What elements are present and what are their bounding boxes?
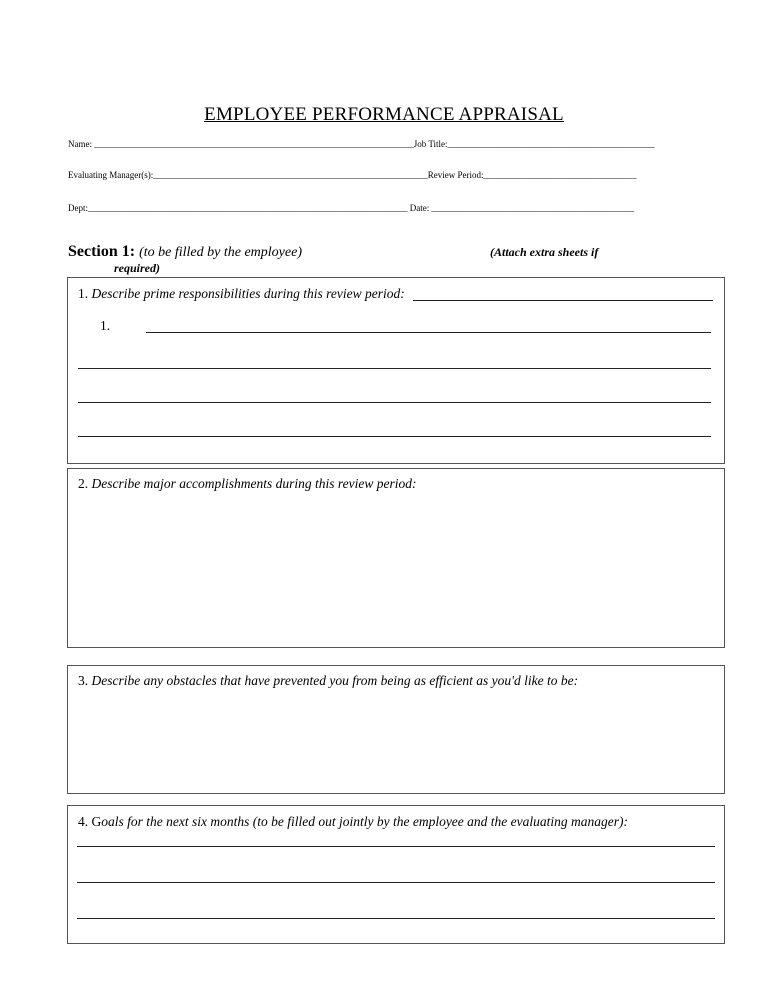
question-3-box[interactable] (67, 665, 725, 794)
question-4-text: oals for the next six months (to be filled out jointly by the employee and the evaluating manager): (101, 814, 629, 829)
section-1-colon: : (129, 243, 136, 260)
manager-review-period-field[interactable]: Evaluating Manager(s):_____________________________________________________________Review Period:__________________________________ (68, 170, 637, 180)
section-1-note: (to be filled by the employee) (139, 245, 302, 260)
question-4-box (67, 805, 725, 944)
q1-answer-line-4[interactable] (78, 436, 711, 437)
attach-note: (Attach extra sheets if (490, 245, 599, 259)
question-3-label (78, 673, 578, 689)
question-3-number: 3. (78, 673, 92, 688)
q1-sub-number: 1. (100, 318, 111, 333)
q1-answer-line-0[interactable] (413, 300, 713, 301)
question-3-text: Describe any obstacles that have prevented you from being as efficient as you'd like to be: (91, 673, 579, 688)
dept-date-field[interactable]: Dept:_______________________________________________________________________ Date: _____________________________________________ (68, 203, 634, 213)
question-1-text: Describe prime responsibilities during this review period: (91, 286, 405, 301)
q4-answer-line-1[interactable] (77, 846, 715, 847)
question-2-number: 2. (78, 476, 92, 491)
section-1-label: Section 1 (68, 243, 130, 260)
question-2-text: Describe major accomplishments during this review period: (91, 476, 417, 491)
section-1-heading (68, 243, 302, 261)
q4-answer-line-2[interactable] (77, 882, 715, 883)
question-2-box[interactable] (67, 468, 725, 648)
name-jobtitle-field[interactable]: Name: _______________________________________________________________________Job Title:______________________________________________ (68, 139, 655, 149)
question-2-label (78, 476, 416, 492)
question-4-label (78, 814, 628, 830)
question-4-number: 4. G (78, 814, 102, 829)
q1-answer-line-3[interactable] (78, 402, 711, 403)
q1-answer-line-1[interactable] (146, 332, 711, 333)
question-1-label (78, 286, 405, 302)
question-1-box (67, 277, 725, 464)
q1-answer-line-2[interactable] (78, 368, 711, 369)
q4-answer-line-3[interactable] (77, 918, 715, 919)
question-1-number: 1. (78, 286, 92, 301)
page-title: EMPLOYEE PERFORMANCE APPRAISAL (204, 104, 564, 125)
required-note: required) (114, 261, 160, 275)
